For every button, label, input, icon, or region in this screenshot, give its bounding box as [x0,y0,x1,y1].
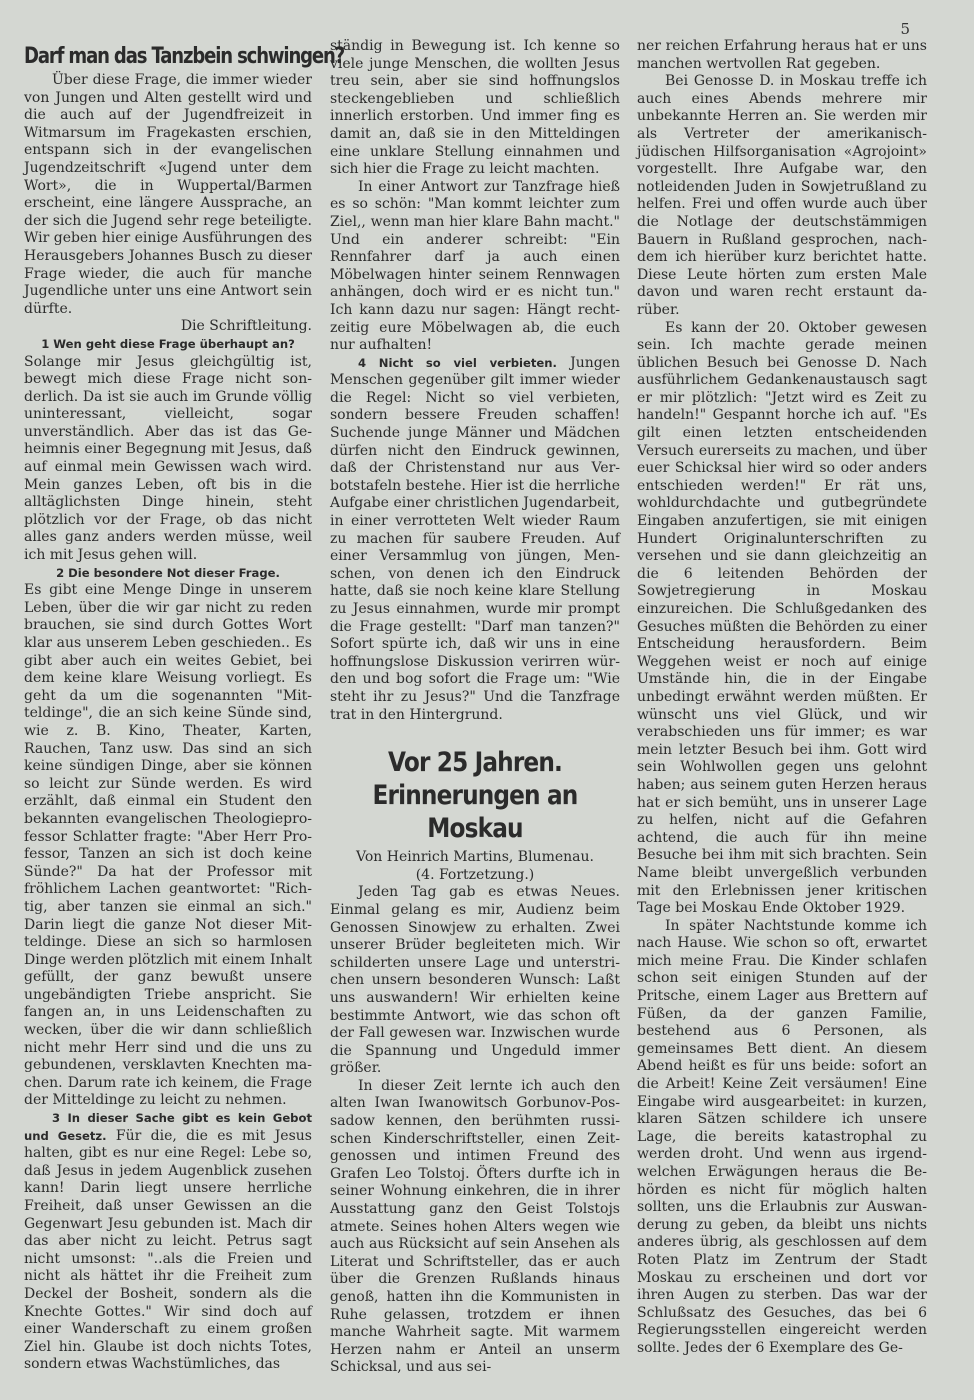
section-text-1: Solange mir Jesus gleichgültig ist, bewegt mich diese Frage nicht sonderlich. Da ist sie auch im Grunde völlig uninteressant, vielleicht, sogar unverständlich. Aber das ist das Geheimnis einer Begegnung mit Jesus, daß auf einmal mein Gewissen wach wird. Mein ganzes Leben, oft bis in die alltäglichsten Dinge hinein, steht plötzlich vor der Frage, ob das nicht alles ganz anders werden müsse, weil ich mit Jesus gehen will. [24,353,312,564]
column-middle [330,38,620,1377]
article-title-line-2: Erinnerungen an Moskau [372,780,578,845]
paragraph: ner reichen Erfahrung heraus hat er uns manchen wertvollen Rat gegeben. [637,38,927,72]
installment-note: (4. Fortzetzung.) [415,866,535,883]
section-text-4: Jungen Menschen gegenüber gilt immer wieder die Regel: Nicht so viel verbieten, sondern bessere Freuden schaffen! Suchende junge Männer und Mädchen dürfen nicht den Eindruck gewinnen, daß der Christenstand nur aus Verbotstafeln bestehe. Hier ist die herrliche Aufgabe einer christlichen Jugendarbeit, in einer verrotteten Welt wieder Raum zu machen für saubere Freuden. Auf einer Versammlug von jüngen, Menschen, von denen ich den Eindruck hatte, daß sie noch keine klare Stellung zu Jesus einnahmen, wurde mir prompt die Frage gestellt: "Darf man tanzen?" Sofort spürte ich, daß wir uns in eine hoffnungslose Diskussion verirren würden und bog sofort die Frage um: "Wie steht ihr zu Jesus?" Und die Tanzfrage trat in den Hintergrund. [330,354,620,723]
intro-paragraph: Über diese Frage, die immer wieder von Jungen und Alten gestellt wird und die auch auf der Jugendfreizeit in Witmarsum im Fragekasten erschien, entspann sich in der evangelischen Jugendzeitschrift «Jugend unter dem Wort», die in Wuppertal/Barmen erscheint, eine längere Aussprache, an der sich die Jugend sehr rege beteiligte. Wir geben hier einige Ausführungen des Herausgebers Johannes Busch zu dieser Frage wieder, die auch für manche Jugendliche unter uns eine Antwort sein dürfte. [24,72,312,317]
article-title: Darf man das Tanzbein schwingen? [24,44,345,69]
column-left [24,38,345,1374]
section-heading-4: 4 Nicht so viel verbieten. [358,355,557,370]
byline: Von Heinrich Martins, Blumenau. [356,849,594,866]
section-3 [24,1110,312,1374]
section-text-3: Für die, die es mit Jesus halten, gibt es nur eine Regel: Lebe so, daß Jesus in jedem Augenblick zusehen kann! Darin liegt unsere herrliche Freiheit, daß unser Gewissen an die Gegenwart Jesu gebunden ist. Mach dir das aber nicht zu leicht. Petrus sagt nicht umsonst: "..als die Freien und nicht als hättet ihr die Freiheit zum Deckel der Bosheit, sondern als die Knechte Gottes." Wir sind doch auf einer Wanderschaft zu einem großen Ziel hin. Glaube ist doch nichts Totes, sondern etwas Wachstümliches, das [24,1127,312,1373]
section-text-2: Es gibt eine Menge Dinge in unserem Leben, über die wir gar nicht zu reden brauchen, sie sind durch Gottes Wort klar aus unserem Leben geschieden.. Es gibt aber auch ein weites Gebiet, bei dem keine klare Weisung vorliegt. Es geht da um die sogenannten "Mitteldinge", die an sich keine Sünde sind, wie z. B. Kino, Theater, Karten, Rauchen, Tanz usw. Das sind an sich keine sündigen Dinge, aber sie können so leicht zur Sünde werden. Es wird erzählt, daß einmal ein Student den bekannten evangelischen Theologieprofessor Schlatter fragte: "Aber Herr Professor, Tanzen an sich ist doch keine Sünde?" Da hat der Professor mit fröhlichem Lachen geantwortet: "Richtig, aber tanzen sie einmal an sich." Darin liegt die ganze Not dieser Mitteldinge. Diese an sich so harmlosen Dinge werden plötzlich mit einem Inhalt gefüllt, der ganz bewußt unsere ungebändigten Triebe anspricht. Sie fangen an, in uns Leidenschaften zu wecken, über die wir dann schließlich nicht mehr Herr sind und die uns zu gebundenen, versklavten Knechten machen. Darum rate ich keinem, die Frage der Mitteldinge zu leicht zu nehmen. [24,582,312,1109]
section-heading-3: 3 In dieser Sache gibt es kein Gebot und Gesetz. [24,1111,312,1143]
section-4 [330,355,620,724]
column-right [637,38,927,1358]
paragraph: In einer Antwort zur Tanzfrage hieß es so schön: "Man kommt leichter zum Ziel,, wenn man hier klare Bahn macht." Und ein anderer schreibt: "Ein Rennfahrer darf ja auch einen Möbelwagen hinter seinem Rennwagen anhängen, doch wird er es nicht tun." Ich kann dazu nur sagen: Hängt rechtzeitig eure Möbelwagen ab, die euch nur aufhalten! [330,178,620,354]
signature: Die Schriftleitung. [180,318,312,335]
article-title-2 [350,746,599,845]
paragraph: Jeden Tag gab es etwas Neues. Einmal gelang es mir, Audienz beim Genossen Sinowjew zu erhalten. Zwei unserer Brüder begleiteten mich. Wir schilderten unsere Lage und unterstrichen unsern besonderen Wunsch: Laßt uns auswandern! Wir erhielten keine bestimmte Antwort, wie das schon oft der Fall gewesen war. Inzwischen wurde die Spannung und Ungeduld immer größer. [330,884,620,1077]
section-heading-2: 2 Die besondere Not dieser Frage. [56,565,280,580]
paragraph: In später Nachtstunde komme ich nach Hause. Wie schon so oft, erwartet mich meine Frau. Die Kinder schlafen schon seit einigen Stunden auf der Pritsche, einem Lager aus Brettern auf Füßen, da der ganzen Familie, bestehend aus 6 Personen, als gemeinsames Bett dient. An diesem Abend heißt es für uns beide: sofort an die Arbeit! Keine Zeit versäumen! Eine Eingabe wird ausgearbeitet: in kurzen, klaren Sätzen schildere ich unsere Lage, die bereits katastrophal zu werden droht. Und wenn aus irgendwelchen Erwägungen heraus die Behörden es nicht für möglich halten sollten, uns die Erlaubnis zur Auswanderung zu geben, da bleibt uns nichts anderes übrig, als geschlossen auf dem Roten Platz im Zentrum der Stadt Moskau zu erscheinen und dort vor ihren Augen zu sterben. Das war der Schlußsatz des Gesuches, das bei 6 Regierungsstellen eingereicht werden sollte. Jedes der 6 Exemplare des Ge- [637,917,927,1356]
page-number: 5 [900,20,910,38]
paragraph: In dieser Zeit lernte ich auch den alten Iwan Iwanowitsch Gorbunov-Possadow kennen, den berühmten russischen Kinderschriftsteller, einen Zeitgenossen und intimen Freund des Grafen Leo Tolstoj. Öfters durfte ich in seiner Wohnung einkehren, die in ihrer Ausstattung ganz den Geist Tolstojs atmete. Seines hohen Alters wegen wie auch aus Rücksicht auf sein Ansehen als Literat und Schriftsteller, das er auch über die Grenzen Rußlands hinaus genoß, hatten ihn die Kommunisten in Ruhe gelassen, trotzdem er ihnen manche Wahrheit sagte. Mit warmem Herzen nahm er Anteil an unserm Schicksal, und aus sei- [330,1077,620,1376]
article-title-line-1: Vor 25 Jahren. [388,747,562,779]
paragraph: Bei Genosse D. in Moskau treffe ich auch eines Abends mehrere mir unbekannte Herren an. Sie werden mir als Vertreter der amerikanisch-jüdischen Hilfsorganisation «Agrojoint» vorgestellt. Ihre Aufgabe war, den notleidenden Juden in Sowjetrußland zu helfen. Frei und offen wurde auch über die Notlage der deutschstämmigen Bauern in Rußland gesprochen, nachdem ich hierüber kurz berichtet hatte. Diese Leute hörten zum ersten Male davon und waren recht erstaunt darüber. [637,73,927,318]
section-heading-1: 1 Wen geht diese Frage überhaupt an? [41,336,295,351]
paragraph: ständig in Bewegung ist. Ich kenne so viele junge Menschen, die wollten Jesus treu sein, aber sie sind hoffnungslos steckengeblieben und schließlich innerlich erstorben. Und immer fing es damit an, daß sie in den Mitteldingen eine unklare Stellung einnahmen und sich hier die Frage zu leicht machten. [330,38,620,178]
paragraph: Es kann der 20. Oktober gewesen sein. Ich machte gerade meinen üblichen Besuch bei Genosse D. Nach ausführlichem Gedankenaustausch sagt er mir plötzlich: "Jetzt wird es Zeit zu handeln!" Gespannt horche ich auf. "Es gilt einen letzten entscheidenden Versuch eurerseits zu machen, und über euer Schicksal hier wird so oder anders entschieden werden!" Er rät uns, wohldurchdachte und gutbegründete Eingaben anzufertigen, sie mit einigen Hundert Originalunterschriften zu versehen und sie dann gleichzeitig an die 6 leitenden Behörden der Sowjetregierung in Moskau einzureichen. Die Schlußgedanken des Gesuches müßten die Behörden zu einer Entscheidung herausfordern. Beim Weggehen weist er noch auf einige Umstände hin, die in der Eingabe unbedingt erwähnt werden müßten. Er wünscht uns viel Glück, und wir verabschieden uns für immer; es war mein letzter Besuch bei ihm. Gott wird sein Wohlwollen gegen uns gelohnt haben; aus seinem guten Herzen heraus hat er sich bemüht, uns in unserer Lage zu helfen, nicht auf die Gefahren achtend, die auch für ihn meine Besuche bei ihm mit sich brachten. Sein Name bleibt unvergeßlich verbunden mit den Erlebnissen jener kritischen Tage bei Moskau Ende Oktober 1929. [637,319,927,917]
